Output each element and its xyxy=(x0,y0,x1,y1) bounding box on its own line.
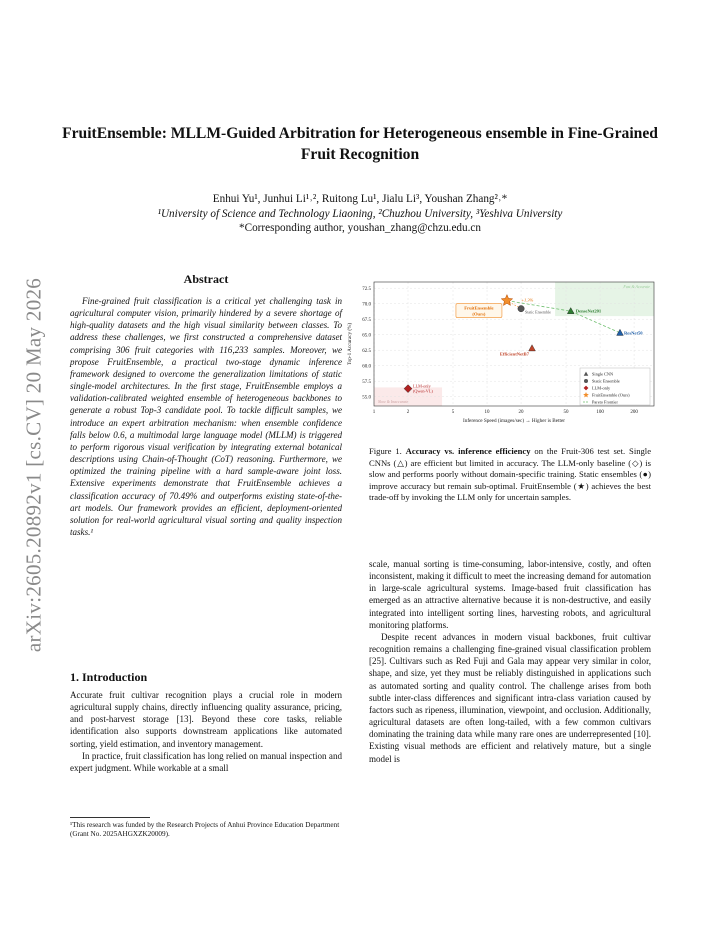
point-label: (Ours) xyxy=(472,311,486,317)
legend-label: FruitEnsemble (Ours) xyxy=(592,392,630,398)
x-tick-label: 100 xyxy=(596,410,604,415)
author-block xyxy=(60,192,660,236)
y-tick-label: 72.5 xyxy=(362,287,371,293)
point-label: FruitEnsemble xyxy=(464,305,494,311)
y-tick-label: 67.5 xyxy=(362,318,371,324)
y-tick-label: 70.0 xyxy=(362,302,371,308)
static-ensemble-point xyxy=(518,305,524,311)
accuracy-speed-chart xyxy=(344,276,660,436)
point-label: (Qwen-VL) xyxy=(413,388,433,394)
x-tick-label: 200 xyxy=(630,410,638,415)
x-axis-label: Inference Speed (images/sec) → Higher is Better xyxy=(463,418,565,424)
y-tick-label: 65.0 xyxy=(362,333,371,339)
point-label: ResNet50 xyxy=(623,330,643,336)
legend-marker xyxy=(584,379,588,383)
paragraph: In practice, fruit classification has long relied on manual inspection and expert judgment. While workable at a small xyxy=(70,750,342,773)
x-tick-label: 2 xyxy=(406,410,410,415)
legend-label: Pareto Frontier xyxy=(592,399,618,405)
arxiv-stamp-text: arXiv:2605.20892v1 [cs.CV] 20 May 2026 xyxy=(21,277,46,653)
legend-label: LLM-only xyxy=(592,385,611,391)
y-axis-label: Top-1 Accuracy (%) xyxy=(347,322,353,366)
intro-left-column xyxy=(70,689,342,774)
x-tick-label: 50 xyxy=(563,410,569,415)
x-tick-label: 5 xyxy=(451,410,455,415)
paper-title: FruitEnsemble: MLLM-Guided Arbitration for Heterogeneous ensemble in Fine-Grained Fruit Recognition xyxy=(62,125,658,163)
region-label-bottom-left: Slow & Inaccurate xyxy=(378,399,409,404)
abstract-heading: Abstract xyxy=(183,272,229,286)
arxiv-stamp xyxy=(14,255,54,675)
point-label: EfficientNetB7 xyxy=(499,351,530,357)
point-label: DenseNet201 xyxy=(575,308,602,314)
point-label: LLM-only xyxy=(413,383,431,389)
y-tick-label: 62.5 xyxy=(362,349,371,355)
corresponding-line: *Corresponding author, youshan_zhang@chzu.edu.cn xyxy=(239,222,481,234)
paragraph: scale, manual sorting is time-consuming, labor-intensive, costly, and often inconsistent, making it difficult to meet the increasing demand for automation in large-scale agricultural systems. Image-based fruit classification has emerged as an attractive alternative because it is non-destructive, and easily integrated into intelligent sorting lines, harvesting robots, and agricultural monitoring platforms. xyxy=(369,559,651,630)
region-label-top-right: Fast & Accurate xyxy=(623,284,650,289)
single-cnn-point xyxy=(617,329,624,335)
footnote: ¹This research was funded by the Research Projects of Anhui Province Education Department (Grant No. 2025AHGXZK20009). xyxy=(70,821,340,838)
y-tick-label: 55.0 xyxy=(362,395,371,401)
y-tick-label: 60.0 xyxy=(362,364,371,370)
paragraph: Accurate fruit cultivar recognition plays a crucial role in modern agricultural supply chains, directly influencing quality assurance, pricing, and post-harvest storage [13]. Beyond these core tasks, reliable identification also supports downstream applications like automated sorting, yield estimation, and inventory management. xyxy=(70,690,342,749)
legend-label: Static Ensemble xyxy=(592,378,620,384)
gain-label: +1.3% xyxy=(520,297,534,303)
abstract-text: Fine-grained fruit classification is a critical yet challenging task in agricultural computer vision, primarily hindered by a severe shortage of high-quality datasets and the high visual similarity between classes. To address these challenges, we first constructed a comprehensive dataset comprising 306 fruit categories with 116,233 samples. Moreover, we propose FruitEnsemble, a practical two-stage dynamic inference framework designed to overcome the generalization limitations of static single-model architectures. In the first stage, FruitEnsemble employs a validation-calibrated weighted ensemble of heterogeneous backbones to generate a robust Top-3 candidate pool. To tackle difficult samples, we introduce an expert arbitration mechanism: when ensemble confidence falls below 0.6, a multimodal large language model (MLLM) is triggered to perform rigorous visual verification by integrating external botanical descriptions using Chain-of-Thought (CoT) reasoning. Furthermore, we optimized the training pipeline with a hard sample-aware joint loss. Extensive experiments demonstrate that FruitEnsemble achieves a classification accuracy of 70.49% and outperforms existing state-of-the-art models. Our framework provides an efficient, deployment-oriented solution for real-world agricultural visual sorting and quality inspection tasks.¹ xyxy=(70,296,342,537)
caption-text: on the Fruit-306 test set. Single CNNs (△) are efficient but limited in accuracy. The LLM-only baseline (◇) is slow and performs poorly without domain-specific training. Static ensembles (●) improve accuracy but remain sub-optimal. FruitEnsemble (★) achieves the best trade-off by invoking the LLM only for uncertain samples. xyxy=(369,446,652,502)
point-label: Static Ensemble xyxy=(525,309,551,315)
x-tick-label: 20 xyxy=(518,410,524,415)
single-cnn-point xyxy=(529,345,536,351)
authors-line: Enhui Yu¹, Junhui Li¹˒², Ruitong Lu¹, Jialu Li³, Youshan Zhang²˒* xyxy=(212,193,508,205)
caption-bold: Accuracy vs. inference efficiency xyxy=(405,446,531,456)
figure-1 xyxy=(344,276,660,436)
x-tick-label: 10 xyxy=(484,410,490,415)
figure-caption xyxy=(369,446,651,504)
y-tick-label: 57.5 xyxy=(362,380,371,386)
x-tick-label: 1 xyxy=(372,410,376,415)
footnote-rule xyxy=(70,817,150,818)
paragraph: Despite recent advances in modern visual backbones, fruit cultivar recognition remains a challenging fine-grained visual classification problem [25]. Cultivars such as Red Fuji and Gala may appear very similar in color, shape, and size, yet they must be reliably distinguished in applications such as automated sorting and quality control. The challenge arises from both subtle inter-class differences and significant intra-class variation caused by factors such as ripeness, illumination, viewpoint, and occlusion. Additionally, agricultural datasets are often long-tailed, with a few common cultivars dominating the training data while many rare ones are underrepresented [10]. Existing visual methods are efficient and relatively mature, but a single model is xyxy=(369,631,651,764)
intro-heading: 1. Introduction xyxy=(70,670,148,684)
caption-label: Figure 1. xyxy=(369,446,402,456)
legend-label: Single CNN xyxy=(592,371,614,377)
intro-right-column xyxy=(369,558,651,765)
affiliations-line: ¹University of Science and Technology Liaoning, ²Chuzhou University, ³Yeshiva University xyxy=(157,207,563,220)
